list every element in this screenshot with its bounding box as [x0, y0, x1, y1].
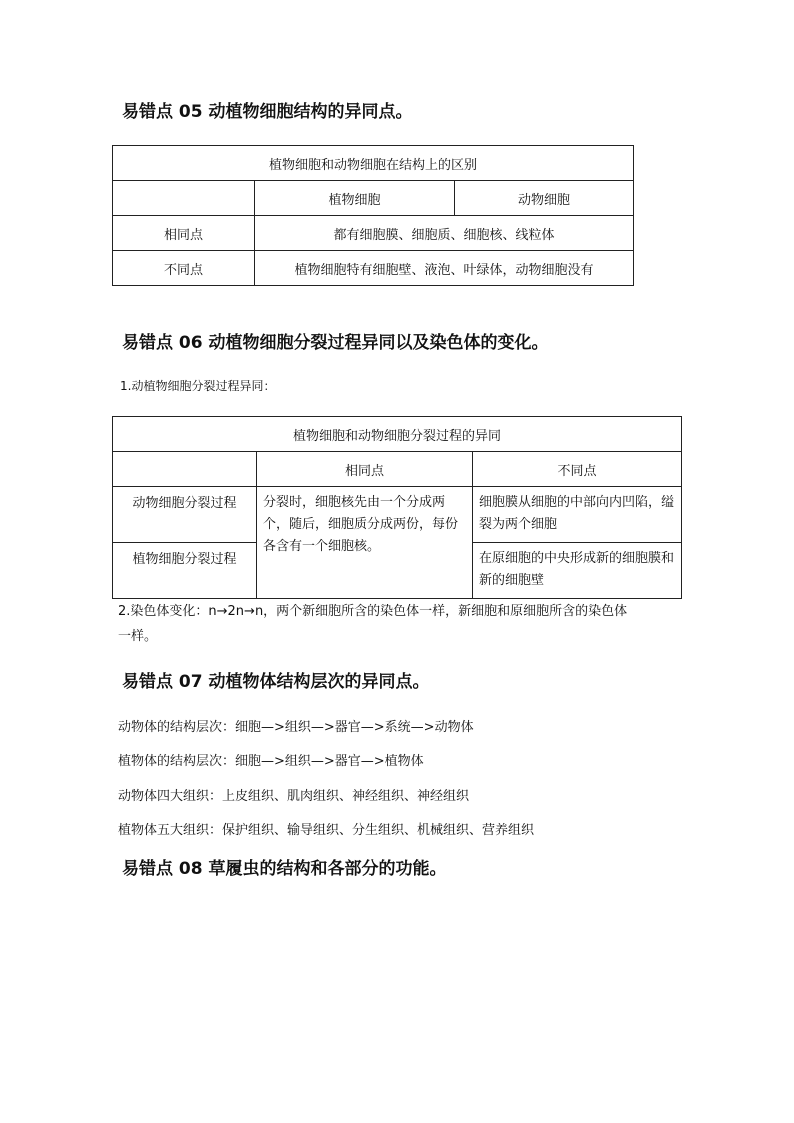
table1-col-plant: 植物细胞 [255, 181, 455, 216]
table2-row-animal: 动物细胞分裂过程 [113, 487, 257, 543]
table1-row-same-value: 都有细胞膜、细胞质、细胞核、线粒体 [255, 216, 634, 251]
table2-same-text: 分裂时，细胞核先由一个分成两个，随后，细胞质分成两份，每份各含有一个细胞核。 [257, 487, 473, 599]
table2-row-plant: 植物细胞分裂过程 [113, 543, 257, 599]
table2-empty-header [113, 452, 257, 487]
heading-06: 易错点 06 动植物细胞分裂过程异同以及染色体的变化。 [122, 333, 549, 353]
table1-title: 植物细胞和动物细胞在结构上的区别 [113, 146, 634, 181]
table2-title: 植物细胞和动物细胞分裂过程的异同 [113, 417, 682, 452]
heading-05: 易错点 05 动植物细胞结构的异同点。 [122, 102, 413, 122]
table1-empty-header [113, 181, 255, 216]
item-2-line-2: 一样。 [118, 629, 158, 644]
table1-row-same-label: 相同点 [113, 216, 255, 251]
table2-plant-diff: 在原细胞的中央形成新的细胞膜和新的细胞壁 [473, 543, 682, 599]
plant-levels: 植物体的结构层次：细胞—>组织—>器官—>植物体 [118, 754, 424, 769]
table2-animal-diff: 细胞膜从细胞的中部向内凹陷，缢裂为两个细胞 [473, 487, 682, 543]
animal-levels: 动物体的结构层次：细胞—>组织—>器官—>系统—>动物体 [118, 720, 474, 735]
plant-tissues: 植物体五大组织：保护组织、输导组织、分生组织、机械组织、营养组织 [118, 823, 535, 838]
cell-division-table [112, 416, 682, 599]
item-2-line-1: 2.染色体变化：n→2n→n，两个新细胞所含的染色体一样，新细胞和原细胞所含的染色体 [118, 604, 628, 619]
table1-col-animal: 动物细胞 [455, 181, 634, 216]
cell-structure-table [112, 145, 634, 286]
table2-col-diff: 不同点 [473, 452, 682, 487]
item-1: 1.动植物细胞分裂过程异同： [120, 379, 276, 393]
animal-tissues: 动物体四大组织：上皮组织、肌肉组织、神经组织、神经组织 [118, 789, 470, 804]
heading-08: 易错点 08 草履虫的结构和各部分的功能。 [122, 859, 447, 879]
heading-07: 易错点 07 动植物体结构层次的异同点。 [122, 672, 430, 692]
table1-row-diff-value: 植物细胞特有细胞壁、液泡、叶绿体，动物细胞没有 [255, 251, 634, 286]
table1-row-diff-label: 不同点 [113, 251, 255, 286]
table2-col-same: 相同点 [257, 452, 473, 487]
